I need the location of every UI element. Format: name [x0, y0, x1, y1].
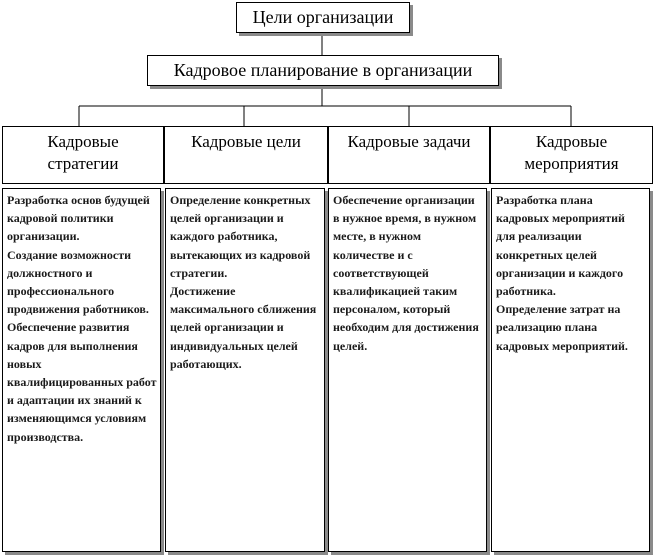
body-paragraph: Разработка основ будущей кадровой политики организации.	[7, 193, 150, 244]
column-heading-label: Кадровые задачи	[347, 132, 471, 151]
column-body-tasks	[328, 188, 487, 552]
body-paragraph: Обеспечение развития кадров для выполнения новых квалифицированных работ и адаптации их знаний к изменяющимся условиям производства.	[7, 320, 157, 444]
body-paragraph: Разработка плана кадровых мероприятий для реализации конкретных целей организации и каждого работника.	[496, 193, 625, 299]
body-paragraph: Обеспечение организации в нужное время, в нужном месте, в нужном количестве и с соответствующей квалификацией таким персоналом, который необходим для достижения целей.	[333, 193, 479, 353]
column-heading-label: Кадровые стратегии	[47, 132, 119, 173]
body-paragraph: Определение затрат на реализацию плана кадровых мероприятий.	[496, 302, 628, 353]
column-heading-label: Кадровые цели	[191, 132, 301, 151]
column-body-strategies	[2, 188, 161, 552]
hr-planning-title: Кадровое планирование в организации	[173, 60, 473, 80]
column-heading-strategies	[2, 126, 164, 184]
column-body-measures	[491, 188, 650, 552]
body-paragraph: Достижение максимального сближения целей организации и индивидуальных целей работающих.	[170, 284, 317, 371]
root-goals-title: Цели организации	[252, 7, 394, 27]
column-heading-tasks	[328, 126, 490, 184]
hr-planning-box	[147, 55, 499, 86]
body-paragraph: Определение конкретных целей организации и каждого работника, вытекающих из кадровой стратегии.	[170, 193, 311, 280]
column-heading-goals	[164, 126, 328, 184]
root-goals-box	[236, 2, 410, 33]
column-body-goals	[165, 188, 325, 552]
column-heading-measures	[490, 126, 653, 184]
column-heading-label: Кадровые мероприятия	[524, 132, 619, 173]
body-paragraph: Создание возможности должностного и профессионального продвижения работников.	[7, 247, 149, 317]
